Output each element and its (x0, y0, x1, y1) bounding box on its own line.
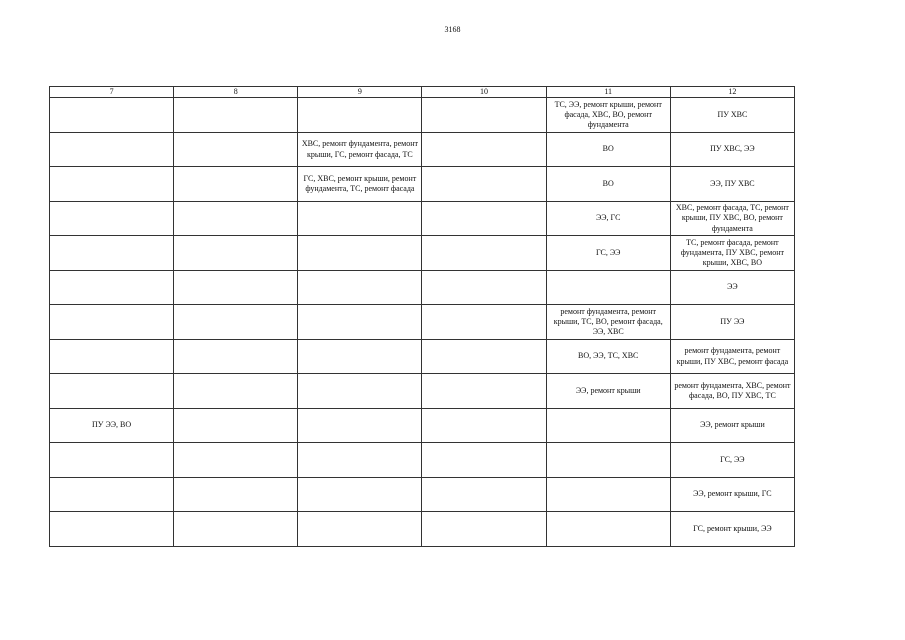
table-cell-col-11: ремонт фундамента, ремонт крыши, ТС, ВО, ремонт фасада, ЭЭ, ХВС (546, 305, 670, 340)
table-cell-col-11: ВО (546, 132, 670, 167)
table-cell-col-9 (298, 443, 422, 478)
header-row (50, 87, 795, 98)
table-row (50, 167, 795, 202)
table-cell-col-12: ПУ ЭЭ (670, 305, 794, 340)
table-cell-col-9 (298, 270, 422, 305)
table-cell-col-7 (50, 236, 174, 271)
table-cell-col-10 (422, 305, 546, 340)
table-cell-col-11: ГС, ЭЭ (546, 236, 670, 271)
table-body (50, 98, 795, 547)
table-row (50, 339, 795, 374)
table-cell-col-7: ПУ ЭЭ, ВО (50, 408, 174, 443)
table-cell-col-9 (298, 236, 422, 271)
table-cell-col-11: ТС, ЭЭ, ремонт крыши, ремонт фасада, ХВС, ВО, ремонт фундамента (546, 98, 670, 133)
table-cell-col-9: ХВС, ремонт фундамента, ремонт крыши, ГС, ремонт фасада, ТС (298, 132, 422, 167)
table-cell-col-9 (298, 305, 422, 340)
table-cell-col-8 (174, 443, 298, 478)
table-cell-col-10 (422, 443, 546, 478)
table-cell-col-7 (50, 98, 174, 133)
table-cell-col-12: ЭЭ, ремонт крыши (670, 408, 794, 443)
table-cell-col-11 (546, 443, 670, 478)
table-cell-col-10 (422, 167, 546, 202)
table-cell-col-8 (174, 512, 298, 547)
table-cell-col-12: ремонт фундамента, ХВС, ремонт фасада, ВО, ПУ ХВС, ТС (670, 374, 794, 409)
table-cell-col-11: ЭЭ, ГС (546, 201, 670, 236)
table-cell-col-11 (546, 270, 670, 305)
table-row (50, 305, 795, 340)
table-cell-col-8 (174, 477, 298, 512)
table-cell-col-7 (50, 477, 174, 512)
table-row (50, 443, 795, 478)
column-header-7: 7 (50, 87, 174, 98)
table-cell-col-8 (174, 339, 298, 374)
table-cell-col-9: ГС, ХВС, ремонт крыши, ремонт фундамента, ТС, ремонт фасада (298, 167, 422, 202)
table-cell-col-10 (422, 132, 546, 167)
table-cell-col-10 (422, 477, 546, 512)
table-cell-col-8 (174, 305, 298, 340)
table-cell-col-9 (298, 98, 422, 133)
table-cell-col-12: ЭЭ (670, 270, 794, 305)
table-cell-col-9 (298, 339, 422, 374)
table-cell-col-7 (50, 132, 174, 167)
table-cell-col-12: ПУ ХВС, ЭЭ (670, 132, 794, 167)
table-cell-col-12: ПУ ХВС (670, 98, 794, 133)
table-cell-col-10 (422, 512, 546, 547)
table-cell-col-10 (422, 236, 546, 271)
table-cell-col-12: ремонт фундамента, ремонт крыши, ПУ ХВС, ремонт фасада (670, 339, 794, 374)
table-cell-col-7 (50, 201, 174, 236)
table-cell-col-9 (298, 408, 422, 443)
table-cell-col-10 (422, 270, 546, 305)
table-cell-col-7 (50, 339, 174, 374)
table-cell-col-8 (174, 236, 298, 271)
table-cell-col-7 (50, 374, 174, 409)
table-cell-col-11 (546, 408, 670, 443)
table-row (50, 477, 795, 512)
table-row (50, 201, 795, 236)
column-header-8: 8 (174, 87, 298, 98)
table-cell-col-10 (422, 374, 546, 409)
page-number: 3168 (444, 25, 461, 34)
table-cell-col-10 (422, 201, 546, 236)
table-row (50, 98, 795, 133)
table-cell-col-12: ГС, ремонт крыши, ЭЭ (670, 512, 794, 547)
table-cell-col-8 (174, 270, 298, 305)
data-table (49, 86, 795, 547)
table-cell-col-8 (174, 132, 298, 167)
column-header-9: 9 (298, 87, 422, 98)
table-cell-col-8 (174, 374, 298, 409)
table-cell-col-8 (174, 167, 298, 202)
table-cell-col-12: ЭЭ, ПУ ХВС (670, 167, 794, 202)
table-row (50, 270, 795, 305)
table-cell-col-11 (546, 512, 670, 547)
table-row (50, 512, 795, 547)
table-cell-col-12: ХВС, ремонт фасада, ТС, ремонт крыши, ПУ ХВС, ВО, ремонт фундамента (670, 201, 794, 236)
table-cell-col-9 (298, 512, 422, 547)
table-row (50, 408, 795, 443)
table-cell-col-7 (50, 270, 174, 305)
column-header-11: 11 (546, 87, 670, 98)
table-cell-col-10 (422, 339, 546, 374)
table-cell-col-9 (298, 477, 422, 512)
table-cell-col-7 (50, 443, 174, 478)
table-cell-col-9 (298, 201, 422, 236)
table-cell-col-12: ЭЭ, ремонт крыши, ГС (670, 477, 794, 512)
table-cell-col-8 (174, 98, 298, 133)
column-header-12: 12 (670, 87, 794, 98)
table-cell-col-11 (546, 477, 670, 512)
table-cell-col-10 (422, 408, 546, 443)
table-cell-col-8 (174, 408, 298, 443)
table-cell-col-11: ВО (546, 167, 670, 202)
table-cell-col-9 (298, 374, 422, 409)
column-header-10: 10 (422, 87, 546, 98)
table-cell-col-10 (422, 98, 546, 133)
table-cell-col-11: ЭЭ, ремонт крыши (546, 374, 670, 409)
table-cell-col-7 (50, 167, 174, 202)
table-cell-col-7 (50, 305, 174, 340)
table-cell-col-11: ВО, ЭЭ, ТС, ХВС (546, 339, 670, 374)
table-row (50, 236, 795, 271)
table-cell-col-12: ГС, ЭЭ (670, 443, 794, 478)
table-cell-col-12: ТС, ремонт фасада, ремонт фундамента, ПУ ХВС, ремонт крыши, ХВС, ВО (670, 236, 794, 271)
table-row (50, 132, 795, 167)
table-cell-col-7 (50, 512, 174, 547)
table-cell-col-8 (174, 201, 298, 236)
table-row (50, 374, 795, 409)
